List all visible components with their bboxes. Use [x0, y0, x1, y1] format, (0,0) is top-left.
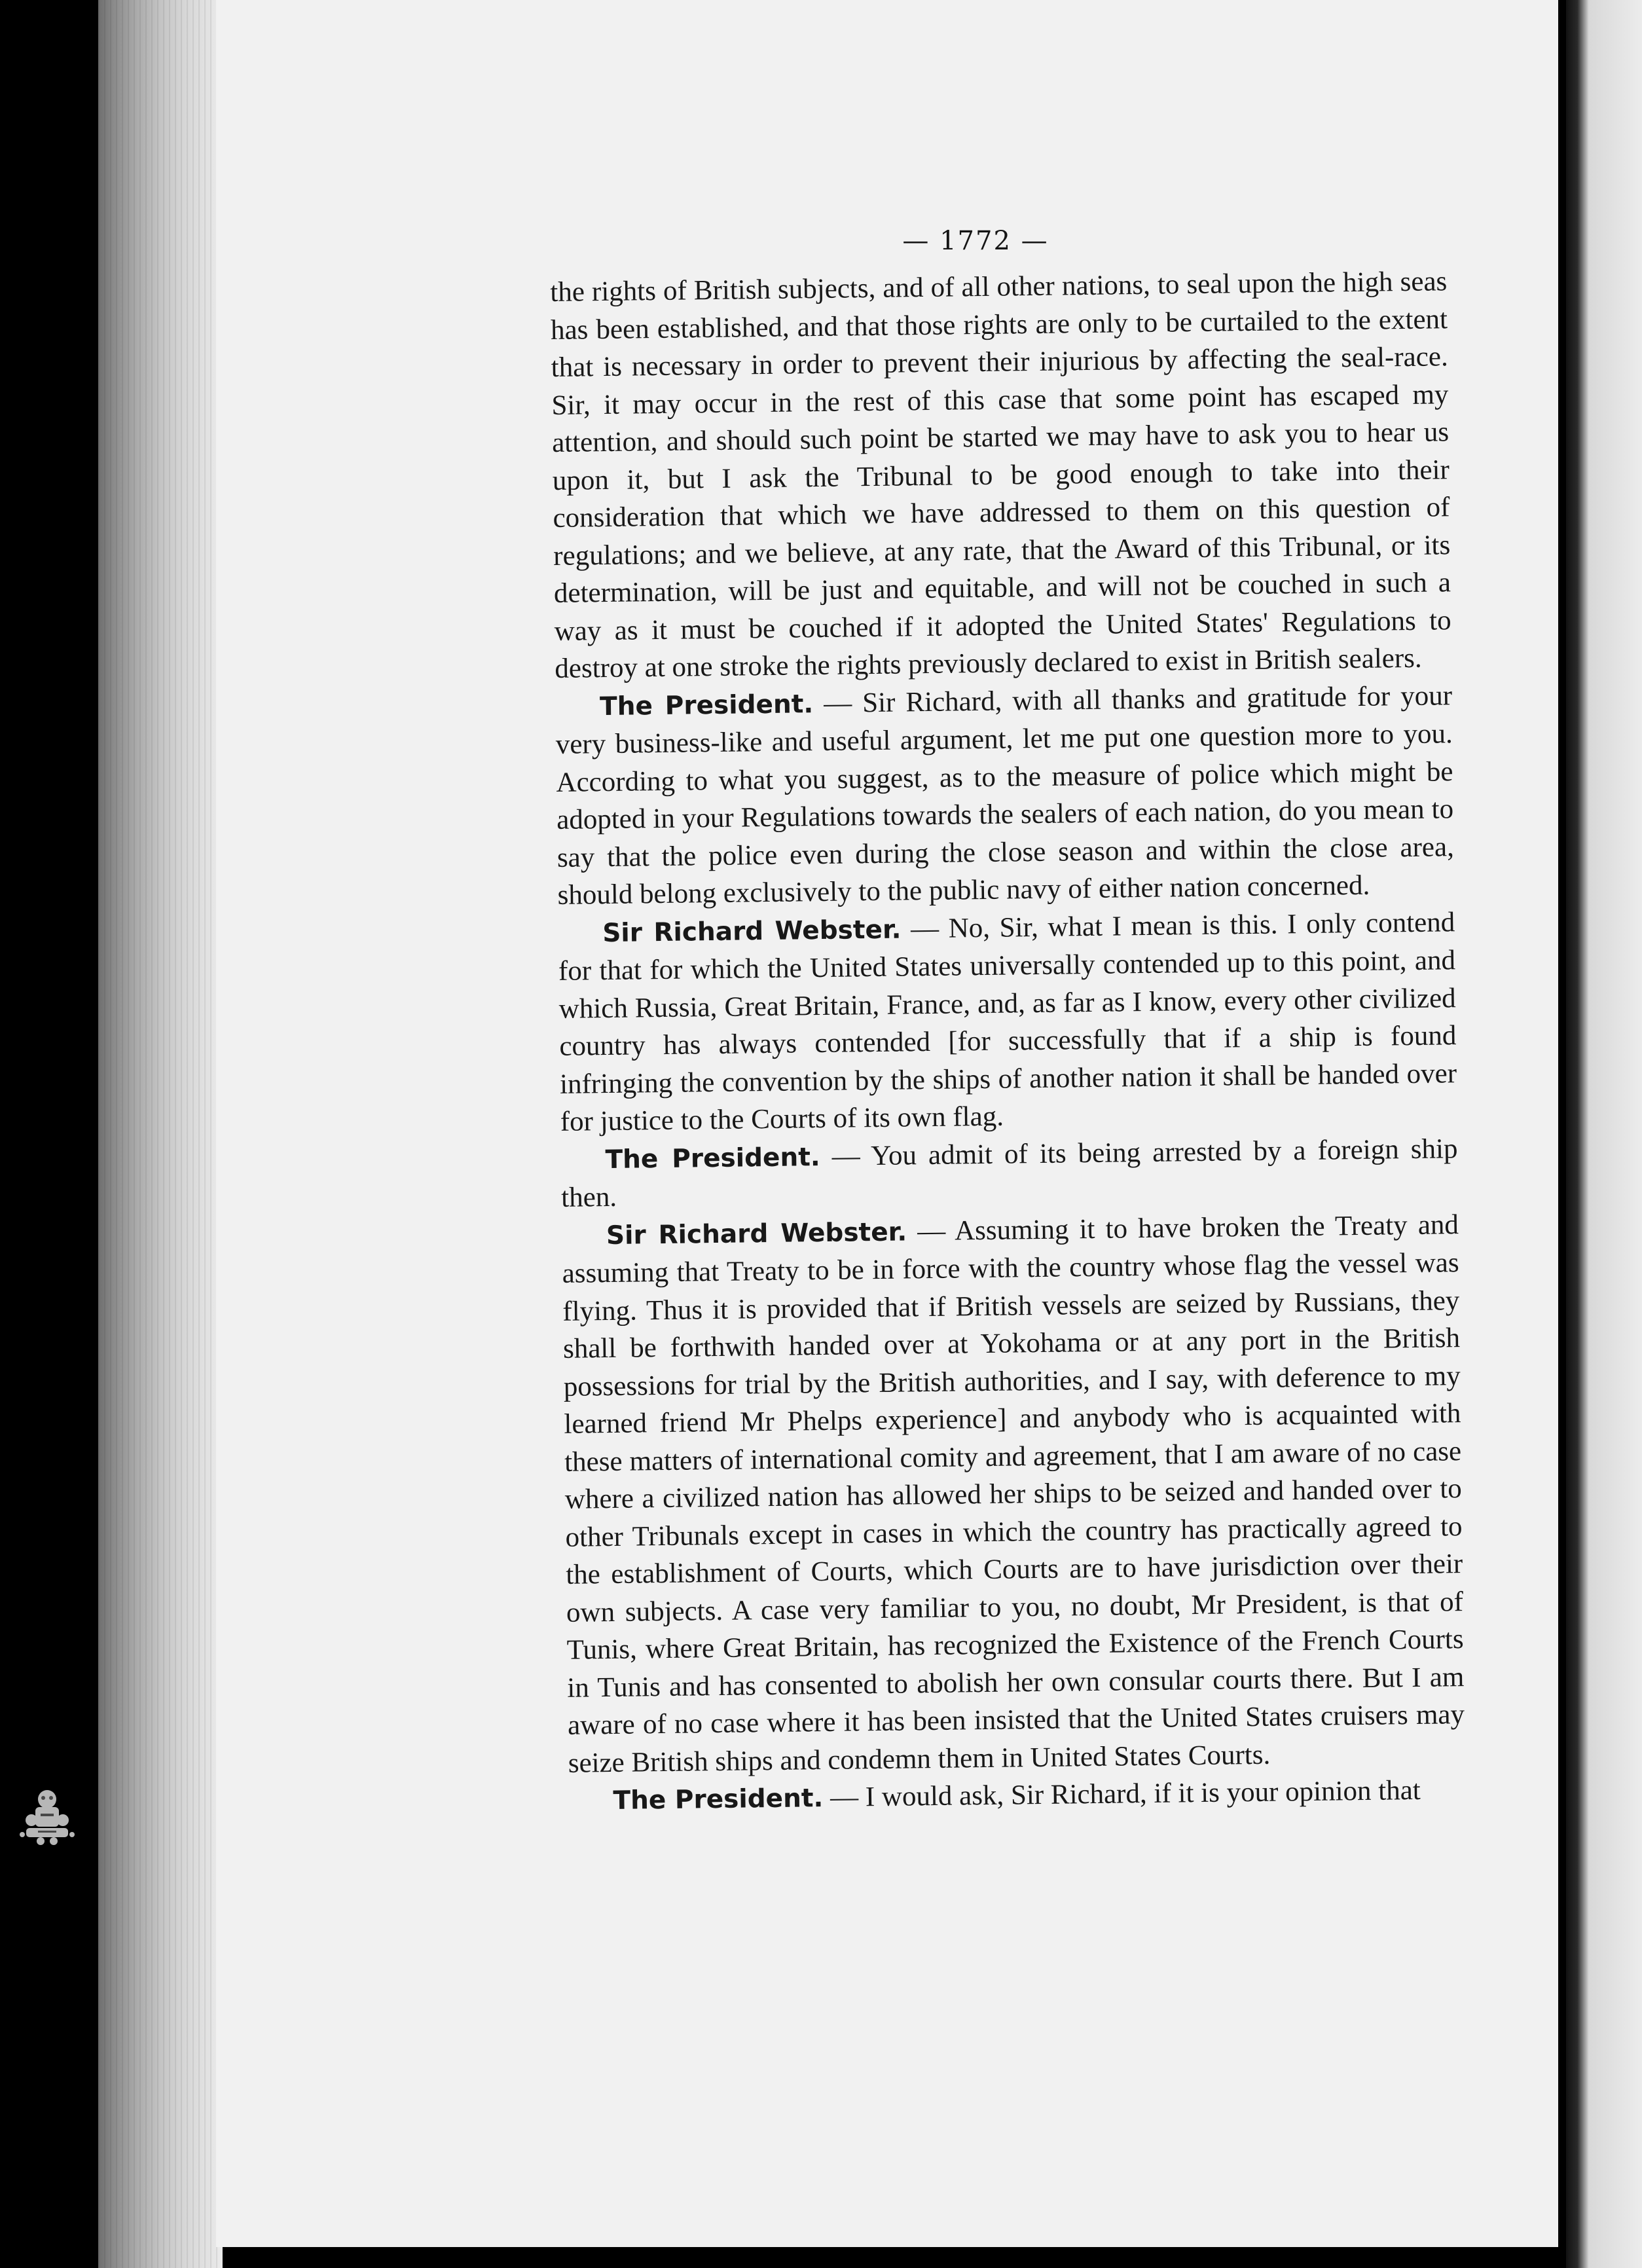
speaker-name: The President. [613, 1783, 824, 1816]
page-number: — 1772 — [902, 226, 1049, 256]
speaker-name: The President. [605, 1142, 820, 1175]
paragraph-text: — I would ask, Sir Richard, if it is your opinion that [830, 1774, 1421, 1813]
paragraph [550, 263, 1452, 687]
paragraph [562, 1206, 1465, 1782]
paragraph-text: — Sir Richard, with all thanks and gratitude for your very business-like and useful argument, let me put one question more to you. According to what you suggest, as to the measure of police which might be adopted in your Regulations towards the sealers of each nation, do you mean to say that the police even during the close season and within the close area, should belong exclusively to the public navy of either nation concerned. [555, 680, 1455, 911]
speaker-name: The President. [599, 689, 814, 722]
paragraph-text: — No, Sir, what I mean is this. I only contend for that for which the United States universally contended up to this point, and which Russia, Great Britain, France, and, as far as I know, every other civilized country has always contended [for successfully that if a ship is found infringing the convention by the ships of another nation it shall be handed over for justice to the Courts of its own flag. [558, 906, 1457, 1137]
page-body-text [550, 263, 1466, 1820]
speaker-name: Sir Richard Webster. [602, 915, 902, 948]
speaker-name: Sir Richard Webster. [606, 1216, 907, 1251]
paragraph-text: — You admit of its being arrested by a foreign ship then. [560, 1133, 1458, 1213]
paragraph [560, 1130, 1458, 1217]
library-stamp-icon [12, 1780, 82, 1852]
book-leaf-edges [98, 0, 223, 2268]
paragraph-text: the rights of British subjects, and of all other nations, to seal upon the high seas has been established, and that those rights are only to be curtailed to the extent that is necessary in order to prevent their injurious by affecting the seal-race. Sir, it may occur in the rest of this case that some point has escaped my attention, and should such point be started we may have to ask you to hear us upon it, but I ask the Tribunal to be good enough to take into their consideration that which we have addressed to them on this question of regulations; and we believe, at any rate, that the Award of this Tribunal, or its determination, will be just and equitable, and will not be couched in such a way as it must be couched if it adopted the United States' Regulations to destroy at one stroke the rights previously declared to exist in British sealers. [550, 266, 1451, 684]
paragraph [558, 904, 1457, 1141]
next-page-edge [1566, 0, 1642, 2268]
paragraph [555, 677, 1455, 915]
paragraph-text: — Assuming it to have broken the Treaty and assuming that Treaty to be in force with the country whose flag the vessel was flying. Thus it is provided that if British vessels are seized by Russians, they shall be forthwith handed over at Yokohama or at any port in the British possessions for trial by the British authorities, and I say, with deference to my learned friend Mr Phelps experience] and anybody who is acquainted with these matters of international comity and agreement, that I am aware of no case where a civilized nation has allowed her ships to be seized and handed over to other Tribunals except in cases in which the country has practically agreed to the establishment of Courts, which Courts are to have jurisdiction over their own subjects. A case very familiar to you, no doubt, Mr President, is that of Tunis, where Great Britain, has recognized the Existence of the French Courts in Tunis and has consented to abolish her own consular courts there. But I am aware of no case where it has been insisted that the United States cruisers may seize British ships and condemn them in United States Courts. [562, 1209, 1465, 1779]
